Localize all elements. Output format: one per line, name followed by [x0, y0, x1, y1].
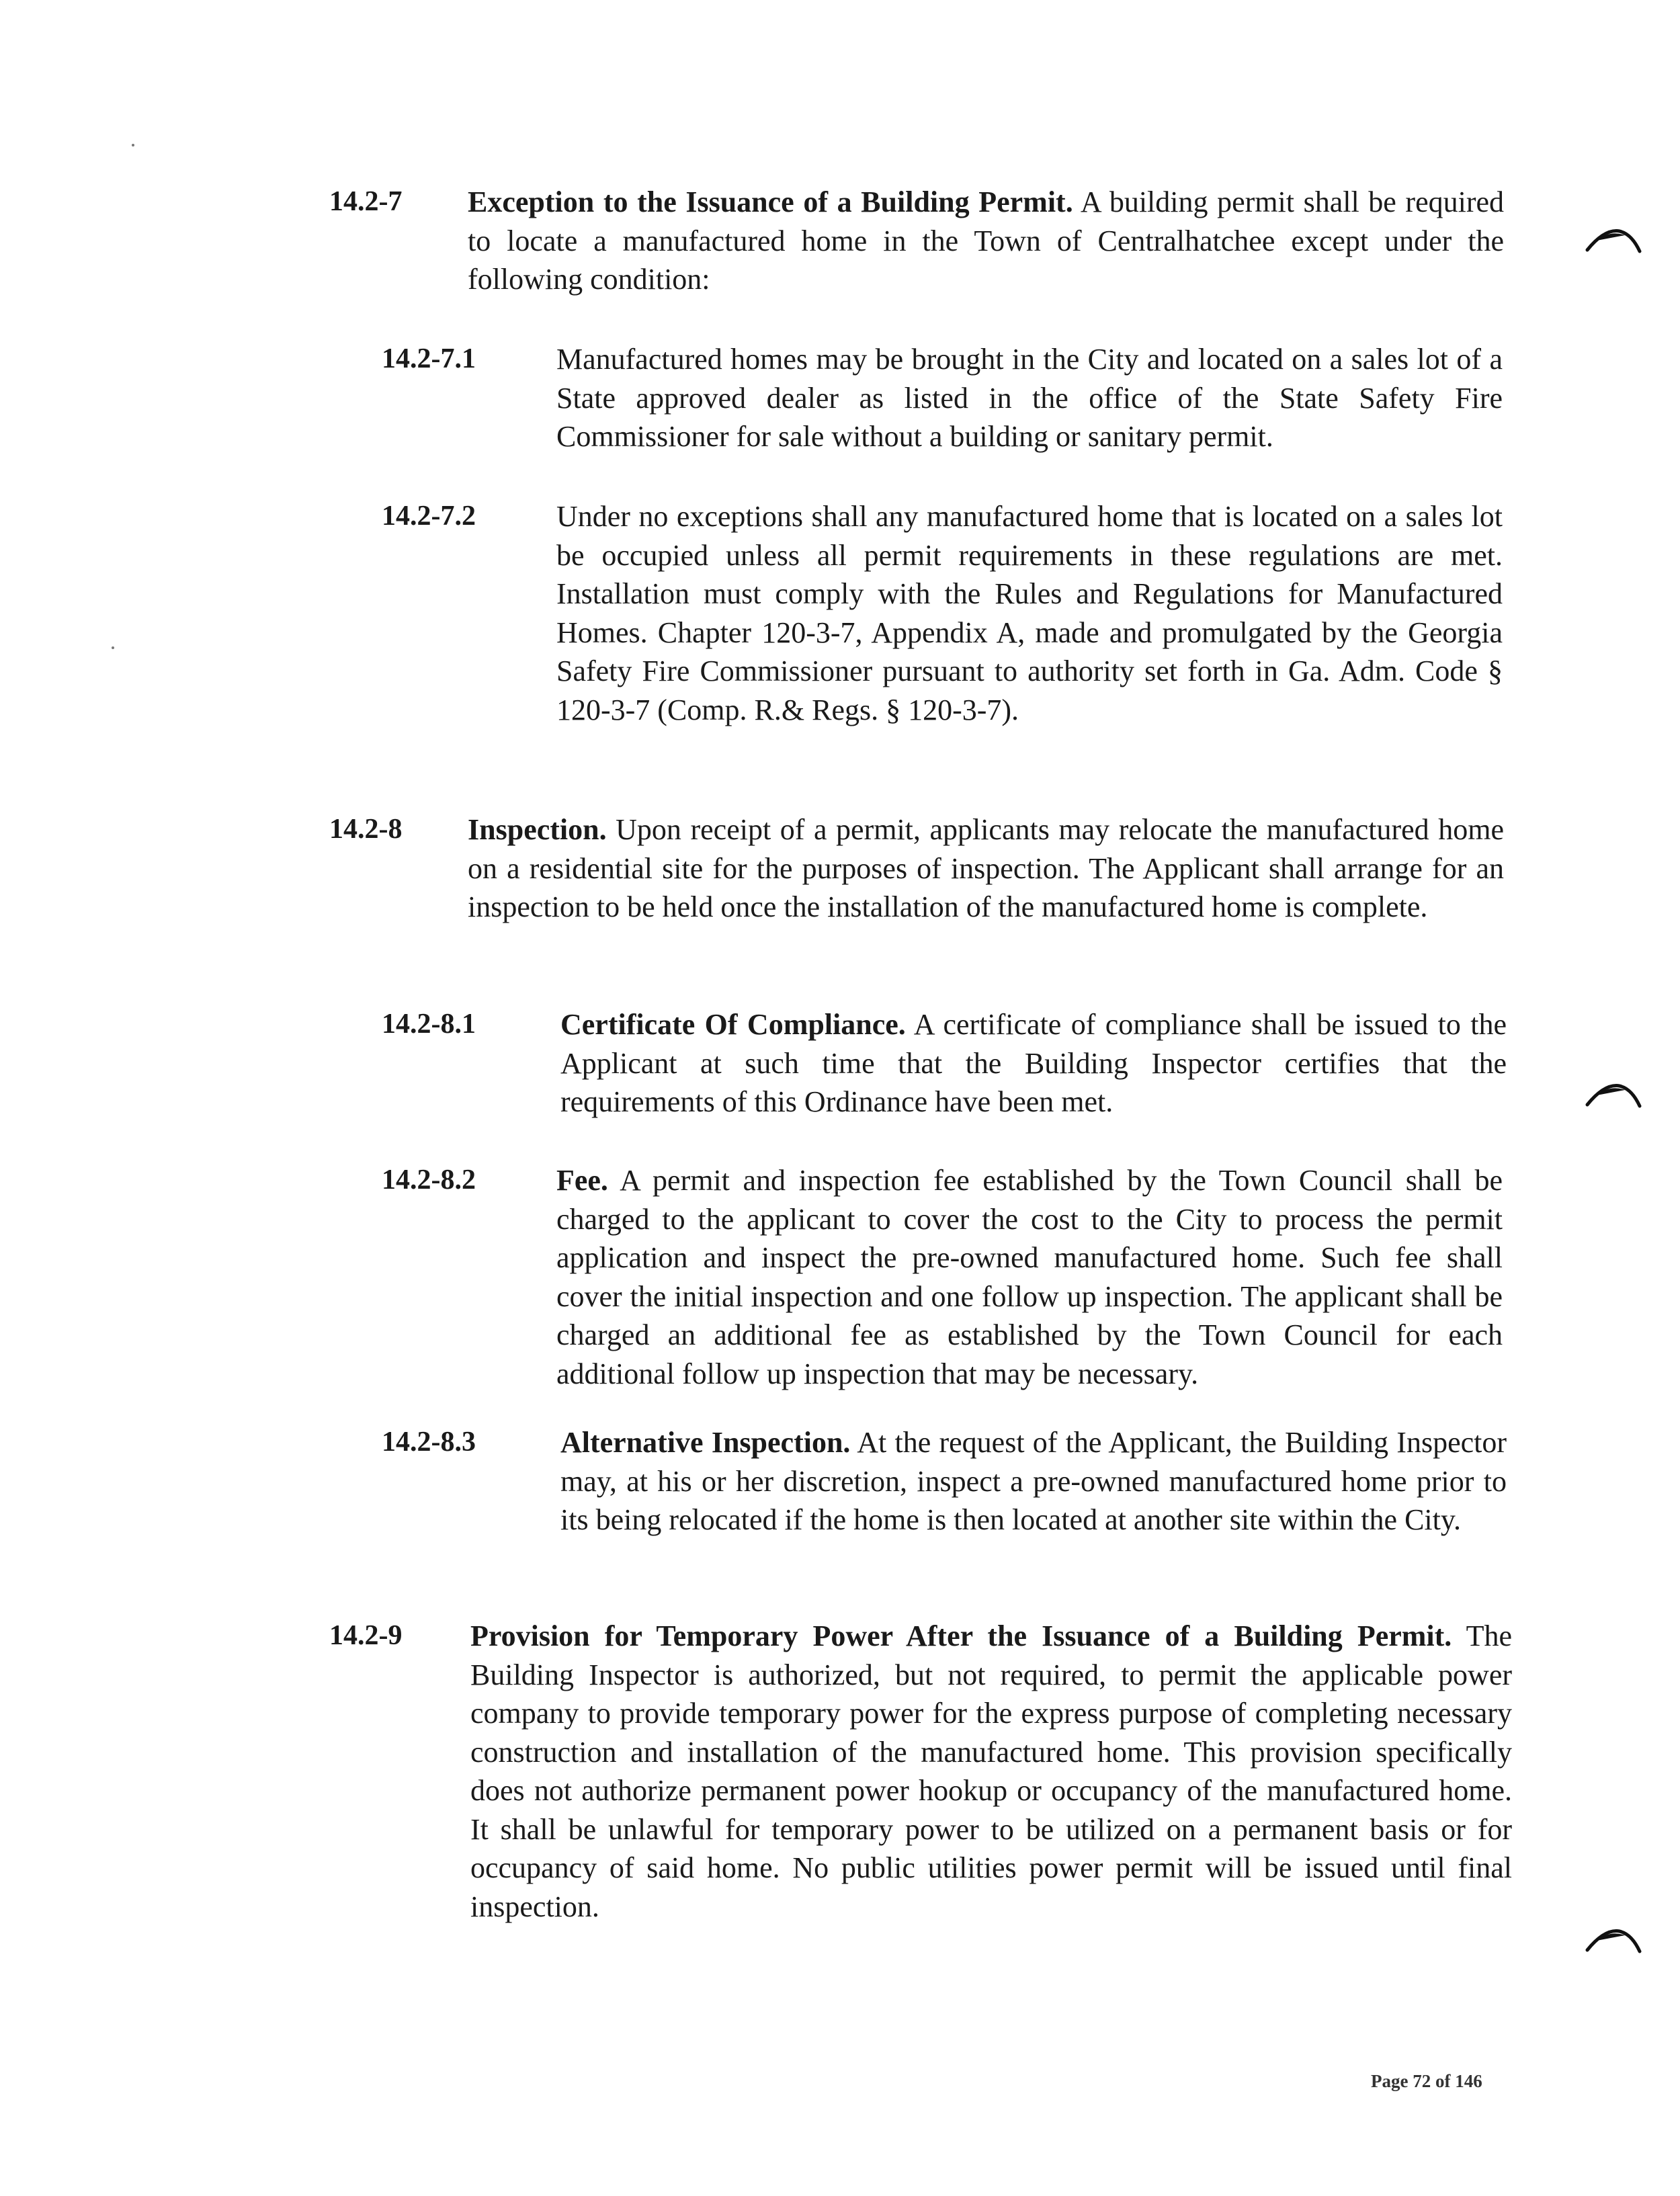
- page-number: Page 72 of 146: [1371, 2071, 1482, 2091]
- scan-speck: [132, 144, 134, 146]
- scan-speck: [112, 646, 114, 649]
- subsection-text: Under no exceptions shall any manufactured home that is located on a sales lot be occupied unless all permit requirements in these regulations are met. Installation must comply with the Rules and Regulations for Manufactured Homes. Chapter 120-3-7, Appendix A, made and promulgated by the Georgia Safety Fire Commissioner pursuant to authority set forth in Ga. Adm. Code § 120-3-7 (Comp. R.& Regs. § 120-3-7).: [556, 500, 1503, 726]
- subsection-number: 14.2-8.3: [382, 1427, 476, 1458]
- subsection-heading: Fee.: [556, 1164, 608, 1197]
- subsection-number: 14.2-8.2: [382, 1165, 476, 1195]
- subsection-text: A permit and inspection fee established by the Town Council shall be charged to the applicant to cover the cost to the City to process the permit application and inspect the pre-owned manufactured home. Such fee shall cover the initial inspection and one follow up inspection. The applicant shall be charged an additional fee as established by the Town Council for each additional follow up inspection that may be necessary.: [556, 1164, 1503, 1390]
- section-text: Upon receipt of a permit, applicants may relocate the manufactured home on a residential site for the purposes of inspection. The Applicant shall arrange for an inspection to be held once the installation of the manufactured home is complete.: [468, 813, 1504, 923]
- subsection-number: 14.2-7.2: [382, 501, 476, 532]
- subsection-body: [556, 497, 1503, 729]
- subsection-body: [556, 340, 1503, 456]
- section-number: 14.2-9: [329, 1620, 403, 1651]
- binder-hole-mark: [1585, 227, 1642, 254]
- section-body: [470, 1617, 1512, 1926]
- subsection-text: Manufactured homes may be brought in the City and located on a sales lot of a State approved dealer as listed in the office of the State Safety Fire Commissioner for sale without a building or sanitary permit.: [556, 343, 1503, 453]
- binder-hole-mark: [1585, 1927, 1642, 1954]
- subsection-text: A certificate of compliance shall be issued to the Applicant at such time that the Building Inspector certifies that the requirements of this Ordinance have been met.: [560, 1008, 1507, 1118]
- subsection-number: 14.2-8.1: [382, 1009, 476, 1040]
- subsection-body: [560, 1005, 1507, 1122]
- section-text: A building permit shall be required to locate a manufactured home in the Town of Centralhatchee except under the following condition:: [468, 185, 1505, 296]
- section-heading: Provision for Temporary Power After the Issuance of a Building Permit.: [470, 1619, 1452, 1652]
- section-body: [468, 810, 1504, 927]
- subsection-heading: Certificate Of Compliance.: [560, 1008, 906, 1041]
- section-heading: Inspection.: [468, 813, 607, 846]
- subsection-number: 14.2-7.1: [382, 343, 476, 374]
- section-heading: Exception to the Issuance of a Building Permit.: [468, 185, 1073, 218]
- section-text: The Building Inspector is authorized, but not required, to permit the applicable power company to provide temporary power for the express purpose of completing necessary construction and installation of the manufactured home. This provision specifically does not authorize permanent power hookup or occupancy of the manufactured home. It shall be unlawful for temporary power to be utilized on a permanent basis or for occupancy of said home. No public utilities power permit will be issued until final inspection.: [470, 1619, 1512, 1923]
- subsection-body: [556, 1161, 1503, 1393]
- subsection-heading: Alternative Inspection.: [560, 1426, 851, 1459]
- section-number: 14.2-7: [329, 186, 403, 217]
- section-number: 14.2-8: [329, 814, 403, 845]
- section-body: [468, 183, 1504, 299]
- subsection-text: At the request of the Applicant, the Building Inspector may, at his or her discretion, inspect a pre-owned manufactured home prior to its being relocated if the home is then located at another site within the City.: [560, 1426, 1507, 1536]
- binder-hole-mark: [1585, 1082, 1642, 1109]
- subsection-body: [560, 1423, 1507, 1539]
